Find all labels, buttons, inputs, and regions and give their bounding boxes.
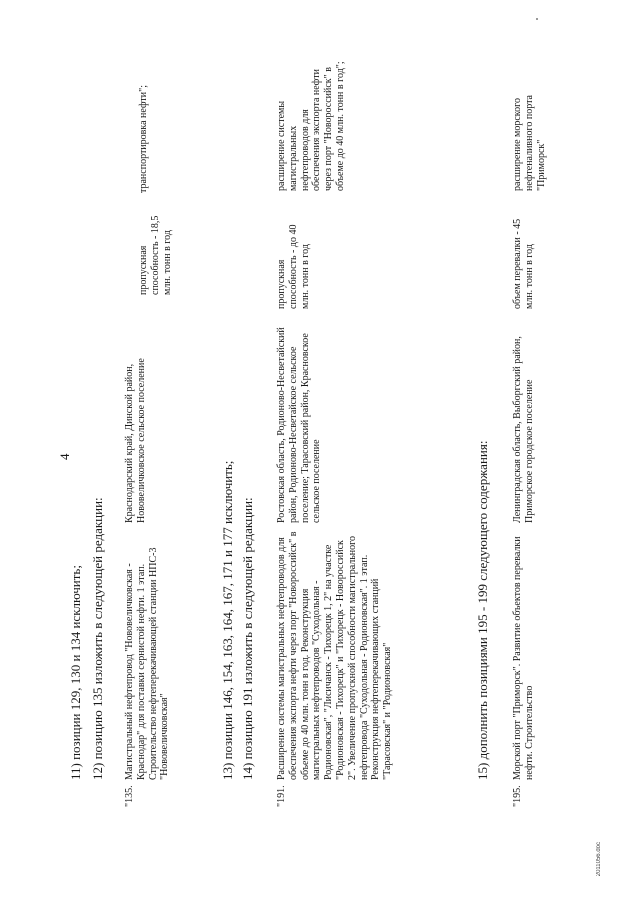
row-195-capacity: объем перевалки - 45 млн. тонн в год	[512, 218, 535, 309]
row-135-name: Магистральный нефтепровод "Нововеличковская - Краснодар" для поставки сернистой нефти. 1 этап. Строительство нефтеперекачивающей станции НПС-3 "Нововеличковская"	[124, 547, 171, 780]
row-191-location: Ростовская область, Родионово-Несветайский район, Родионово-Несветайское сельское поселение; Тарасовский район, Красновское сельское поселение	[276, 327, 323, 523]
row-135-num: "135.	[124, 785, 135, 807]
page-number: 4	[57, 453, 72, 460]
row-135-purpose: транспортировка нефти";	[138, 84, 149, 193]
row-191-num: "191.	[276, 785, 287, 807]
item-14: 14) позицию 191 изложить в следующей редакции:	[240, 497, 255, 780]
item-11: 11) позиции 129, 130 и 134 исключить;	[68, 565, 83, 780]
item-12: 12) позицию 135 изложить в следующей редакции:	[90, 497, 105, 780]
footer-file-code: 2011056.doc	[596, 842, 602, 877]
item-15: 15) дополнить позициями 195 - 199 следующего содержания:	[475, 440, 490, 780]
scan-mark	[536, 18, 538, 20]
row-135-location: Краснодарский край, Динской район, Нововеличковское сельское поселение	[124, 358, 147, 523]
row-191-name: Расширение системы магистральных нефтепроводов для обеспечения экспорта нефти через порт "Новороссийск" в объеме до 40 млн. тонн в год. Реконструкция магистральных нефтепроводов "Суходольная - Родионовская", "Лисичанск - Тихорецк 1, 2" на участке "Родионовская - Тихорецк" и "Тихорецк - Новороссийск 2". Увеличение пропускной способности магистрального нефтепровода "Суходольная - Родионовская". 1 этап. Реконструкция нефтеперекачивающих станций "Тарасовская" и "Родионовская"	[276, 531, 394, 780]
row-195-purpose: расширение морского нефтеналивного порта "Приморск"	[512, 95, 547, 191]
row-135-capacity: пропускная способность - 18,5 млн. тонн в год	[138, 215, 173, 295]
row-191-capacity: пропускная способность - до 40 млн. тонн в год	[276, 224, 311, 309]
item-13: 13) позиции 146, 154, 163, 164, 167, 171 и 177 исключить;	[220, 460, 235, 780]
row-195-num: "195.	[512, 785, 523, 807]
row-191-purpose: расширение системы магистральных нефтепроводов для обеспечения экспорта нефти через порт "Новороссийск" в объеме до 40 млн. тонн в год";	[276, 61, 346, 191]
row-195-location: Ленинградская область, Выборгский район, Приморское городское поселение	[512, 336, 535, 523]
row-195-name: Морской порт "Приморск". Развитие объектов перевалки нефти. Строительство	[512, 536, 535, 780]
